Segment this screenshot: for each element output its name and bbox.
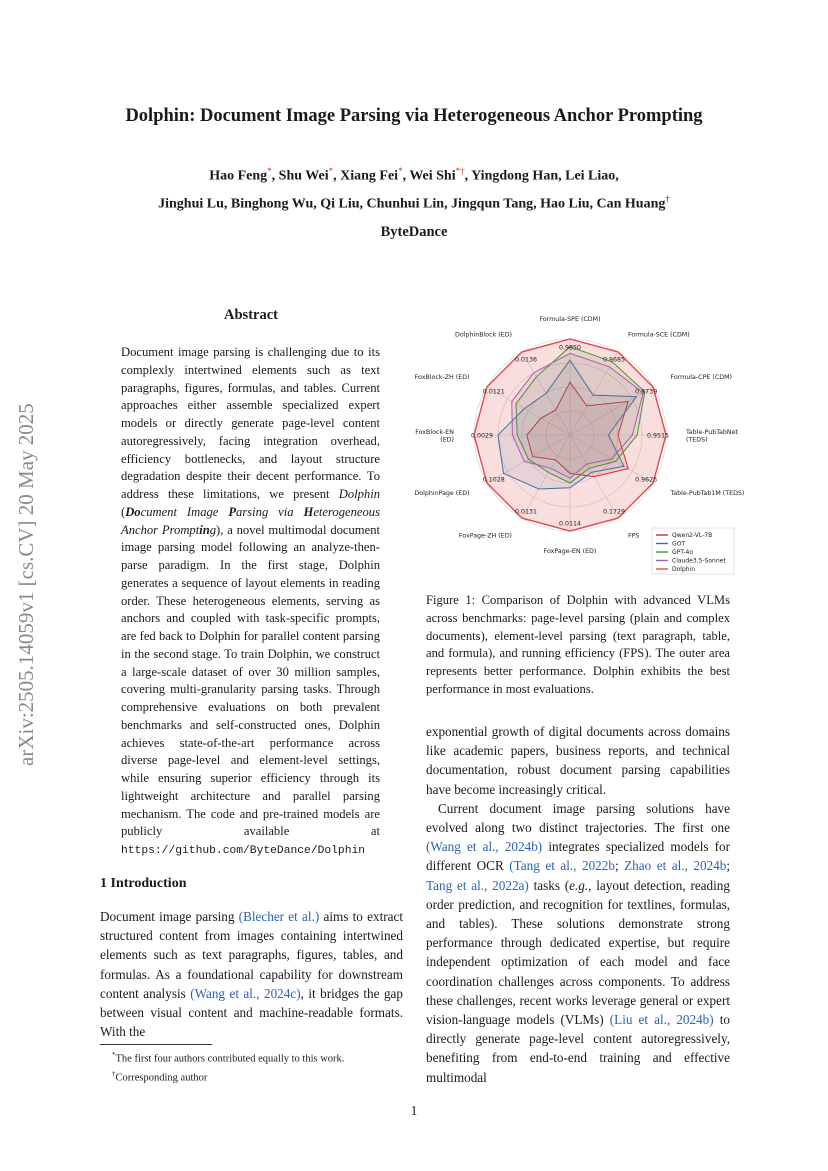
author-list [60, 160, 768, 215]
abstract-heading: Abstract [224, 307, 278, 323]
author-mark: * [267, 166, 272, 176]
citation-link[interactable]: (Liu et al., 2024b) [609, 1012, 714, 1028]
value-label: 0.9850 [558, 344, 582, 352]
footnote-corresponding: †Corresponding author [112, 1069, 208, 1083]
axis-label: FoxPage-EN (ED) [543, 548, 597, 555]
value-label: 0.0121 [482, 388, 505, 396]
axis-label: FoxBlock-EN (ED) [415, 429, 454, 444]
legend-label: GOT [672, 540, 686, 548]
paragraph: exponential growth of digital documents across domains like academic papers, business reports, and technical documentation, robust document parsing capabilities have become increasingly critical. [426, 724, 730, 797]
value-label: 0.1028 [482, 476, 505, 484]
model-acronym: Document Image Parsing via Heterogeneous Anchor Prompting [121, 504, 380, 537]
paragraph: Current document image parsing solutions have evolved along two distinct trajectories. The first one (Wang et al., 2024b) integrates specialized models for different OCR (Tang et al., 2022b; Zhao et al., 2024b; Tang et al., 2022a) tasks (e.g., layout detection, reading order prediction, and recognition for textlines, formulas, and tables). These solutions demonstrate strong performance through dedicated expertise, but require independent optimization of each model and face coordination challenges across components. To address these challenges, recent works leverage general or expert vision-language models (VLMs) (Liu et al., 2024b) to directly generate page-level content autoregressively, benefiting from end-to-end training and effective multimodal [426, 800, 730, 1085]
value-label: 0.9625 [635, 476, 658, 484]
axis-label: FPS [628, 532, 640, 540]
axis-label: Table-PubTab1M (TEDS) [670, 490, 745, 497]
citation-link[interactable]: (Tang et al., 2022b [509, 858, 615, 874]
paper-title: Dolphin: Document Image Parsing via Heterogeneous Anchor Prompting [125, 106, 703, 126]
value-label: 0.8739 [635, 388, 658, 396]
affiliation: ByteDance [380, 224, 448, 240]
value-label: 0.0029 [470, 432, 494, 440]
series-polygon-dolphin [474, 339, 666, 531]
footnote-rule [100, 1044, 212, 1045]
value-label: 0.9515 [646, 432, 670, 440]
introduction-text-continued [426, 722, 730, 1087]
author-name: Wei Shi [409, 168, 456, 184]
citation-link[interactable]: (Wang et al., 2024c) [190, 985, 301, 1001]
introduction-text: Document image parsing (Blecher et al.) aims to extract structured content from images containing intertwined elements such as text paragraphs, figures, tables, and formulas. As a foundational capability for downstream content analysis (Wang et al., 2024c), it bridges the gap between visual content and machine-readable formats. With the [100, 909, 403, 1040]
author-name: Lei Liao [565, 168, 616, 184]
value-label: 0.0114 [558, 520, 582, 528]
footnote-equal-contribution: *The first four authors contributed equally to this work. [112, 1051, 345, 1065]
axis-label: DolphinBlock (ED) [455, 331, 512, 339]
author-mark: *† [455, 166, 465, 176]
axis-label: Table-PubTabNet (TEDS) [686, 429, 738, 444]
value-label: 0.0136 [514, 356, 538, 364]
value-label: 0.0131 [514, 508, 538, 516]
legend-label: Qwen2-VL-7B [672, 532, 713, 540]
abstract-body: Document image parsing is challenging due to its complexly intertwined elements such as text paragraphs, figures, formulas, and tables. Current approaches either assemble specialized expert models or directly generate page-level content autoregressively, facing integration overhead, efficiency bottlenecks, and layout structure degradation despite their decent performance. To address these limitations, we present Dolphin (Document Image Parsing via Heterogeneous Anchor Prompting), a novel multimodal document image parsing model following an analyze-then-parse paradigm. In the first stage, Dolphin generates a sequence of layout elements in reading order. These heterogeneous elements, serving as anchors and coupled with task-specific prompts, are fed back to Dolphin for parallel content parsing in the second stage. To train Dolphin, we construct a large-scale dataset of over 30 million samples, covering multi-granularity parsing tasks. Through comprehensive evaluations on both prevalent benchmarks and self-constructed ones, Dolphin achieves state-of-the-art performance across diverse page-level and element-level settings, while ensuring superior efficiency through its lightweight architecture and parallel parsing mechanism. The code and pre-trained models are publicly available at https://github.com/ByteDance/Dolphin [121, 345, 380, 857]
model-name: Dolphin [338, 487, 380, 501]
author-mark: * [328, 166, 334, 176]
arxiv-identifier: arXiv:2505.14059v1 [cs.CV] 20 May 2025 [14, 403, 38, 767]
footnotes [112, 1048, 412, 1085]
author-name: Xiang Fei [340, 168, 399, 184]
legend-label: GPT-4o [672, 549, 694, 557]
axis-label: Formula-CPE (CDM) [670, 374, 732, 381]
author-name: Hao Feng [209, 168, 268, 184]
axis-label: FoxPage-ZH (ED) [458, 532, 512, 540]
citation-link[interactable]: (Blecher et al.) [238, 909, 320, 924]
author-line-1: Hao Feng*, Shu Wei*, Xiang Fei*, Wei Shi*†, Yingdong Han, Lei Liao, [209, 166, 619, 184]
author-name: Shu Wei [278, 168, 329, 184]
corresponding-mark: † [665, 193, 670, 204]
axis-label: Formula-SCE (CDM) [628, 331, 690, 339]
page-number: 1 [410, 1103, 418, 1118]
code-url-link[interactable]: https://github.com/ByteDance/Dolphin [121, 845, 366, 857]
figure-caption: Figure 1: Comparison of Dolphin with advanced VLMs across benchmarks: page-level parsing (plain and complex documents), element-level parsing (text paragraph, table, and formula), and running efficiency (FPS). The outer area represents better performance. Dolphin exhibits the best performance in most evaluations. [426, 593, 730, 696]
value-label: 0.1729 [602, 508, 626, 516]
axis-label: Formula-SPE (CDM) [539, 316, 601, 323]
legend-label: Dolphin [672, 566, 696, 574]
citation-link[interactable]: Zhao et al., 2024b [624, 858, 727, 874]
axis-label: DolphinPage (ED) [414, 490, 470, 497]
radar-chart [414, 300, 745, 590]
value-label: 0.9685 [602, 356, 626, 364]
section-heading-introduction: 1 Introduction [100, 876, 187, 891]
axis-label: FoxBlock-ZH (ED) [414, 374, 470, 381]
author-name: Yingdong Han [471, 168, 559, 184]
author-line-2: Jinghui Lu, Binghong Wu, Qi Liu, Chunhui Lin, Jingqun Tang, Hao Liu, Can Huang† [158, 193, 670, 212]
citation-link[interactable]: (Wang et al., 2024b) [426, 839, 543, 855]
citation-link[interactable]: Tang et al., 2022a) [426, 877, 529, 893]
legend-label: Claude3.5-Sonnet [672, 557, 726, 565]
author-mark: * [398, 166, 403, 176]
